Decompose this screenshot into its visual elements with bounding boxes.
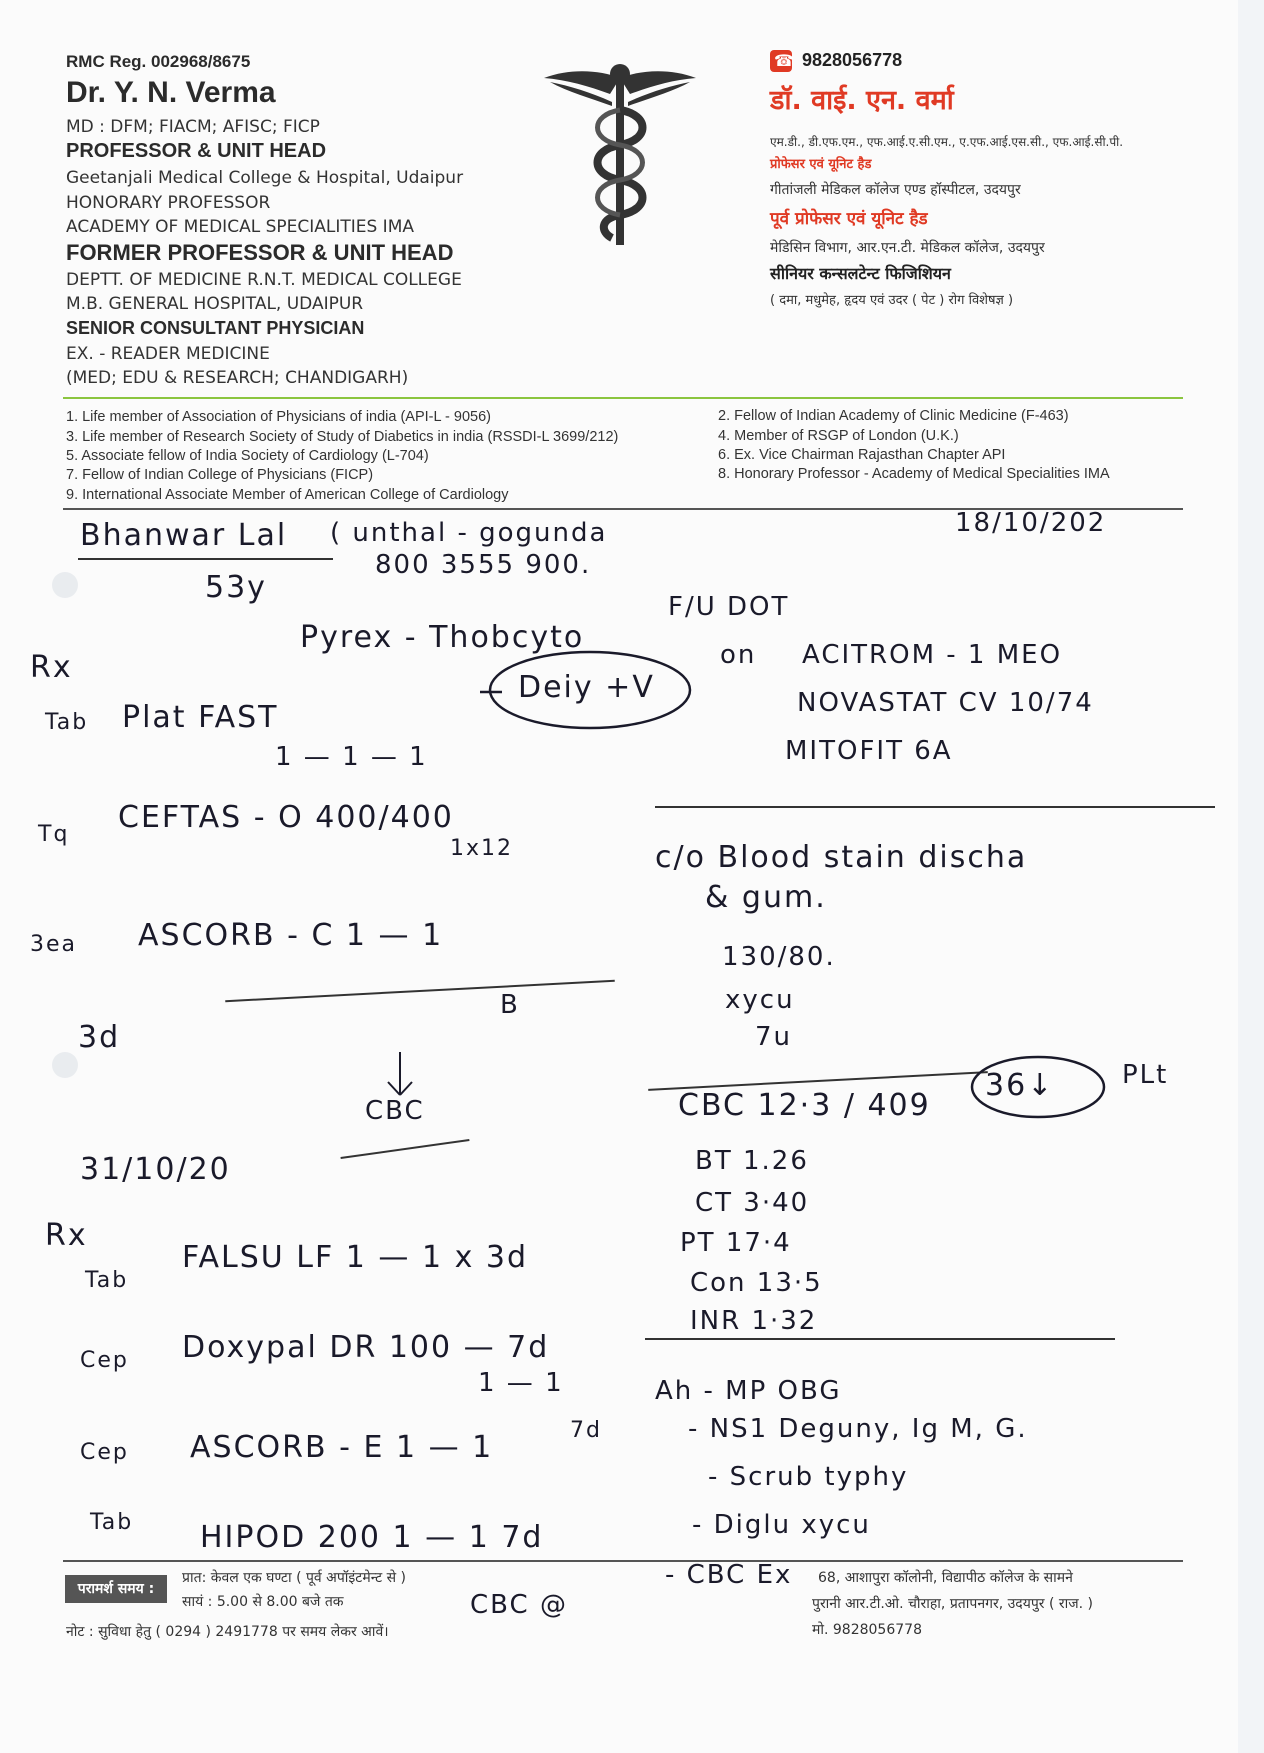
current-med-1: ACITROM - 1 MEO <box>802 640 1063 670</box>
address-line-2: पुरानी आर.टी.ओ. चौराहा, प्रतापनगर, उदयपुर ( राज. ) <box>812 1596 1093 1612</box>
title2-hindi: पूर्व प्रोफेसर एवं यूनिट हैड <box>770 209 928 229</box>
tab6-prefix: Cep <box>80 1440 129 1465</box>
membership-item: 4. Member of RSGP of London (U.K.) <box>718 428 959 444</box>
followup-date: 31/10/20 <box>80 1152 231 1187</box>
doctor-degrees: MD : DFM; FIACM; AFISC; FICP <box>66 117 320 137</box>
tab4-name: FALSU LF 1 — 1 x 3d <box>182 1240 528 1275</box>
title-professor: PROFESSOR & UNIT HEAD <box>66 140 327 162</box>
tab5-name: Doxypal DR 100 — 7d <box>182 1330 550 1365</box>
ex-reader-detail: (MED; EDU & RESEARCH; CHANDIGARH) <box>66 368 409 388</box>
tab5-prefix: Cep <box>80 1348 129 1373</box>
registration-number: RMC Reg. 002968/8675 <box>66 52 251 71</box>
degrees-hindi: एम.डी., डी.एफ.एम., एफ.आई.ए.सी.एम., ए.एफ.आई.एस.सी., एफ.आई.सी.पी. <box>770 135 1124 149</box>
advice-1: Ah - MP OBG <box>655 1376 842 1406</box>
membership-item: 2. Fellow of Indian Academy of Clinic Medicine (F-463) <box>718 408 1069 424</box>
lab-cbc: CBC 12·3 / 409 <box>678 1088 931 1123</box>
tab7-prefix: Tab <box>90 1510 134 1535</box>
circled-platelet-text: 36↓ <box>985 1068 1055 1103</box>
consultation-badge: परामर्श समय : <box>65 1575 167 1603</box>
address-phone: मो. 9828056778 <box>812 1622 922 1638</box>
patient-underline <box>78 558 333 560</box>
tab2-dose: 1x12 <box>450 836 514 861</box>
lab-con: Con 13·5 <box>690 1268 823 1298</box>
clinical-note-2: 7u <box>755 1022 793 1052</box>
advice-3: - Scrub typhy <box>708 1462 909 1492</box>
patient-age: 53y <box>205 570 267 605</box>
on-label: on <box>720 640 757 670</box>
b-mark: B <box>500 990 520 1020</box>
advice-5: - CBC Ex <box>665 1560 793 1590</box>
title1-hindi: प्रोफेसर एवं यूनिट हैड <box>770 157 872 172</box>
tab2-prefix: Tq <box>38 822 70 847</box>
tab6-duration: 7d <box>570 1418 602 1443</box>
ex-reader: EX. - READER MEDICINE <box>66 344 270 364</box>
doctor-name-hindi: डॉ. वाई. एन. वर्मा <box>770 85 954 116</box>
institution-rnt: DEPTT. OF MEDICINE R.N.T. MEDICAL COLLEGE <box>66 270 462 290</box>
membership-item: 8. Honorary Professor - Academy of Medical Specialities IMA <box>718 466 1110 482</box>
advice-4: - Diglu xycu <box>692 1510 871 1540</box>
membership-item: 6. Ex. Vice Chairman Rajasthan Chapter API <box>718 447 1006 463</box>
tab1-name: Plat FAST <box>122 700 279 735</box>
patient-place: ( unthal - gogunda <box>330 518 608 548</box>
tab5-dose: 1 — 1 <box>478 1368 564 1398</box>
tab6-name: ASCORB - E 1 — 1 <box>190 1430 494 1465</box>
history-note: Pyrex - Thobcyto <box>300 620 585 655</box>
clinical-note-1: xycu <box>725 985 795 1015</box>
specialities-hindi: ( दमा, मधुमेह, हृदय एवं उदर ( पेट ) रोग विशेषज्ञ ) <box>770 293 1014 308</box>
blood-pressure: 130/80. <box>722 942 836 972</box>
punch-hole <box>52 1052 78 1078</box>
current-med-2: NOVASTAT CV 10/74 <box>797 688 1094 718</box>
lab-pt: PT 17·4 <box>680 1228 792 1258</box>
inst1-hindi: गीतांजली मेडिकल कॉलेज एण्ड हॉस्पीटल, उदयपुर <box>770 182 1021 198</box>
cbc-order: CBC <box>365 1096 425 1126</box>
title-honorary: HONORARY PROFESSOR <box>66 193 271 213</box>
consultation-time-evening: सायं : 5.00 से 8.00 बजे तक <box>182 1594 344 1610</box>
rx-symbol-2: Rx <box>45 1218 88 1253</box>
duration-3d: 3d <box>78 1020 121 1055</box>
title-senior-consultant: SENIOR CONSULTANT PHYSICIAN <box>66 318 365 338</box>
membership-item: 9. International Associate Member of American College of Cardiology <box>66 487 509 503</box>
footer-cbc-note: CBC @ <box>470 1590 568 1620</box>
title3-hindi: सीनियर कन्सलटेन्ट फिजिशियन <box>770 264 951 283</box>
handwritten-date: 18/10/202 <box>955 508 1107 538</box>
appointment-note: नोट : सुविधा हेतु ( 0294 ) 2491778 पर समय लेकर आवें। <box>66 1624 389 1640</box>
circled-diagnosis-text: Deiy +V <box>518 670 655 705</box>
address-line-1: 68, आशापुरा कॉलोनी, विद्यापीठ कॉलेज के सामने <box>818 1570 1073 1586</box>
rx-symbol: Rx <box>30 650 73 685</box>
header-divider <box>63 397 1183 399</box>
meds-divider <box>655 806 1215 808</box>
institution-mb: M.B. GENERAL HOSPITAL, UDAIPUR <box>66 294 364 314</box>
cbc-arrow <box>380 1050 420 1100</box>
phone-number: 9828056778 <box>802 50 903 70</box>
patient-name: Bhanwar Lal <box>80 518 288 553</box>
advice-2: - NS1 Deguny, Ig M, G. <box>688 1414 1028 1444</box>
tab4-prefix: Tab <box>85 1268 129 1293</box>
patient-phone: 800 3555 900. <box>375 550 592 580</box>
scan-edge <box>1238 0 1264 1753</box>
consultation-time-morning: प्रात: केवल एक घण्टा ( पूर्व अपॉइंटमेन्ट से ) <box>182 1570 407 1586</box>
complaint-note-2: & gum. <box>705 880 827 915</box>
lab-ct: CT 3·40 <box>695 1188 810 1218</box>
caduceus-logo <box>540 60 700 250</box>
tab7-name: HIPOD 200 1 — 1 7d <box>200 1520 544 1555</box>
title-former-professor: FORMER PROFESSOR & UNIT HEAD <box>66 240 454 265</box>
current-med-3: MITOFIT 6A <box>785 736 953 766</box>
tab1-dose: 1 — 1 — 1 <box>275 742 428 772</box>
labs-bottom-divider <box>645 1338 1115 1340</box>
doctor-name: Dr. Y. N. Verma <box>66 76 276 109</box>
institution-academy: ACADEMY OF MEDICAL SPECIALITIES IMA <box>66 217 414 237</box>
follow-up-note: F/U DOT <box>668 592 790 622</box>
membership-item: 1. Life member of Association of Physicians of india (API-L - 9056) <box>66 409 492 425</box>
complaint-note: c/o Blood stain discha <box>655 840 1028 875</box>
footer-divider <box>63 1560 1183 1562</box>
membership-item: 7. Fellow of Indian College of Physicians (FICP) <box>66 467 374 483</box>
inst2-hindi: मेडिसिन विभाग, आर.एन.टी. मेडिकल कॉलेज, उदयपुर <box>770 240 1045 256</box>
tab1-prefix: Tab <box>45 710 89 735</box>
lab-inr: INR 1·32 <box>690 1306 818 1336</box>
institution-geetanjali: Geetanjali Medical College & Hospital, Udaipur <box>66 168 464 188</box>
lab-bt: BT 1.26 <box>695 1146 809 1176</box>
tab3-prefix: 3ea <box>30 932 78 957</box>
tab3-name: ASCORB - C 1 — 1 <box>138 918 444 953</box>
membership-item: 5. Associate fellow of India Society of Cardiology (L-704) <box>66 448 429 464</box>
tab2-name: CEFTAS - O 400/400 <box>118 800 454 835</box>
membership-item: 3. Life member of Research Society of Study of Diabetics in india (RSSDI-L 3699/212) <box>66 429 619 445</box>
punch-hole <box>52 572 78 598</box>
platelet-label: PLt <box>1122 1060 1169 1090</box>
phone-icon: ☎ <box>770 50 792 72</box>
